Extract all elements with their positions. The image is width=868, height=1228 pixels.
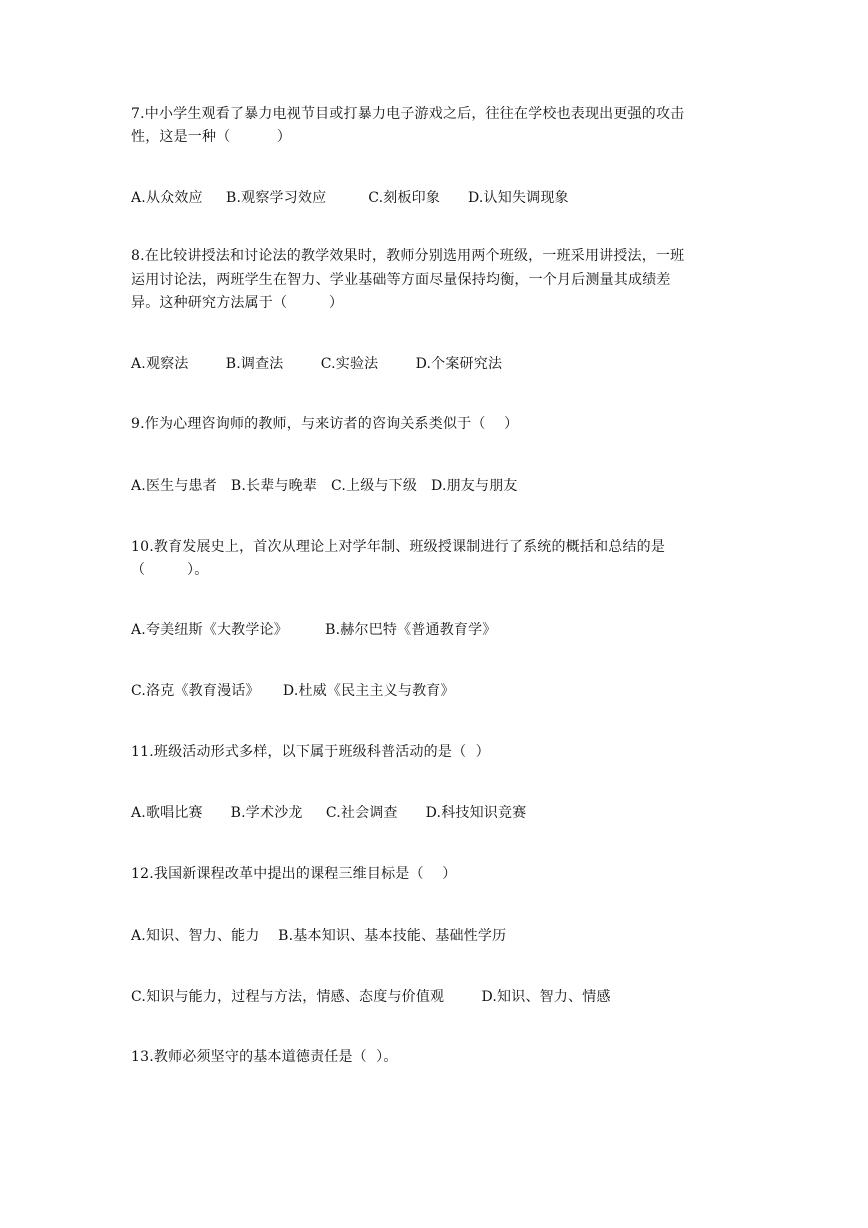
question-9-options: A.医生与患者 B.长辈与晚辈 C.上级与下级 D.朋友与朋友 <box>131 478 518 494</box>
question-7-stem-line-2: 性，这是一种（ ） <box>131 129 292 145</box>
question-10-options-line-1: A.夸美纽斯《大教学论》 B.赫尔巴特《普通教育学》 <box>131 622 497 638</box>
question-8-stem-line-1: 8.在比较讲授法和讨论法的教学效果时，教师分别选用两个班级，一班采用讲授法，一班 <box>131 248 685 264</box>
question-12-options-line-1: A.知识、智力、能力 B.基本知识、基本技能、基础性学历 <box>131 928 507 944</box>
question-8-stem-line-2: 运用讨论法，两班学生在智力、学业基础等方面尽量保持均衡，一个月后测量其成绩差 <box>131 272 671 288</box>
question-10-stem-line-2: （ ）。 <box>131 562 209 578</box>
question-8-options: A.观察法 B.调查法 C.实验法 D.个案研究法 <box>131 356 503 372</box>
question-7-options: A.从众效应 B.观察学习效应 C.刻板印象 D.认知失调现象 <box>131 190 569 206</box>
question-10-stem-line-1: 10.教育发展史上，首次从理论上对学年制、班级授课制进行了系统的概括和总结的是 <box>131 539 666 555</box>
question-12-stem: 12.我国新课程改革中提出的课程三维目标是（ ） <box>131 866 457 882</box>
question-8-stem-line-3: 异。这种研究方法属于（ ） <box>131 295 344 311</box>
question-10-options-line-2: C.洛克《教育漫话》 D.杜威《民主主义与教育》 <box>131 683 455 699</box>
question-12-options-line-2: C.知识与能力，过程与方法，情感、态度与价值观 D.知识、智力、情感 <box>131 989 611 1005</box>
question-13-stem: 13.教师必须坚守的基本道德责任是（ ）。 <box>131 1049 398 1065</box>
question-9-stem: 9.作为心理咨询师的教师，与来访者的咨询关系类似于（ ） <box>131 416 519 432</box>
question-11-stem: 11.班级活动形式多样，以下属于班级科普活动的是（ ） <box>131 744 490 760</box>
question-11-options: A.歌唱比赛 B.学术沙龙 C.社会调查 D.科技知识竞赛 <box>131 805 527 821</box>
question-7-stem-line-1: 7.中小学生观看了暴力电视节目或打暴力电子游戏之后，往往在学校也表现出更强的攻击 <box>131 106 685 122</box>
